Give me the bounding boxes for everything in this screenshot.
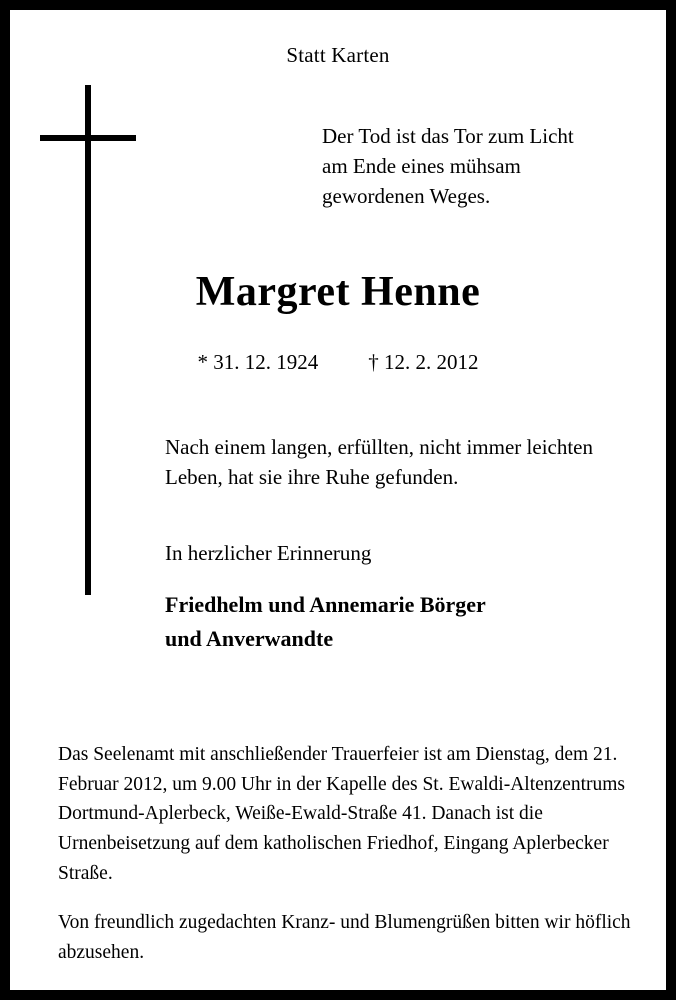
deceased-name: Margret Henne [195,269,481,315]
birth-date: * 31. 12. 1924 [197,350,319,374]
family-line-1: Friedhelm und Annemarie Börger [165,592,486,617]
verse-line-3: gewordenen Weges. [322,183,491,208]
service-details: Das Seelenamt mit anschließender Trauerfeier ist am Dienstag, dem 21. Februar 2012, um 9.00 Uhr in der Kapelle des St. Ewaldi-Altenzentrums Dortmund-Aplerbeck, Weiße-Ewald-Straße 41. Danach ist die Urnenbeisetzung auf dem katholischen Friedhof, Eingang Aplerbecker Straße. [58,744,625,884]
cross-icon [40,85,140,595]
tribute-text: Nach einem langen, erfüllten, nicht immer leichten Leben, hat sie ihre Ruhe gefunden. [165,435,593,490]
heading-statt-karten: Statt Karten [286,43,390,67]
verse-text [322,122,652,211]
flowers-note: Von freundlich zugedachten Kranz- und Blumengrüßen bitten wir höflich abzusehen. [58,912,631,963]
verse-line-1: Der Tod ist das Tor zum Licht [322,124,574,148]
obituary-card [10,10,666,990]
memory-label: In herzlicher Erinnerung [165,541,372,565]
life-dates [10,350,666,375]
family-line-2: und Anverwandte [165,626,334,652]
death-date: † 12. 2. 2012 [368,350,479,374]
verse-line-2: am Ende eines mühsam [322,153,521,178]
family-names [165,588,645,656]
cross-horizontal-bar [40,135,136,141]
cross-vertical-bar [85,85,91,595]
